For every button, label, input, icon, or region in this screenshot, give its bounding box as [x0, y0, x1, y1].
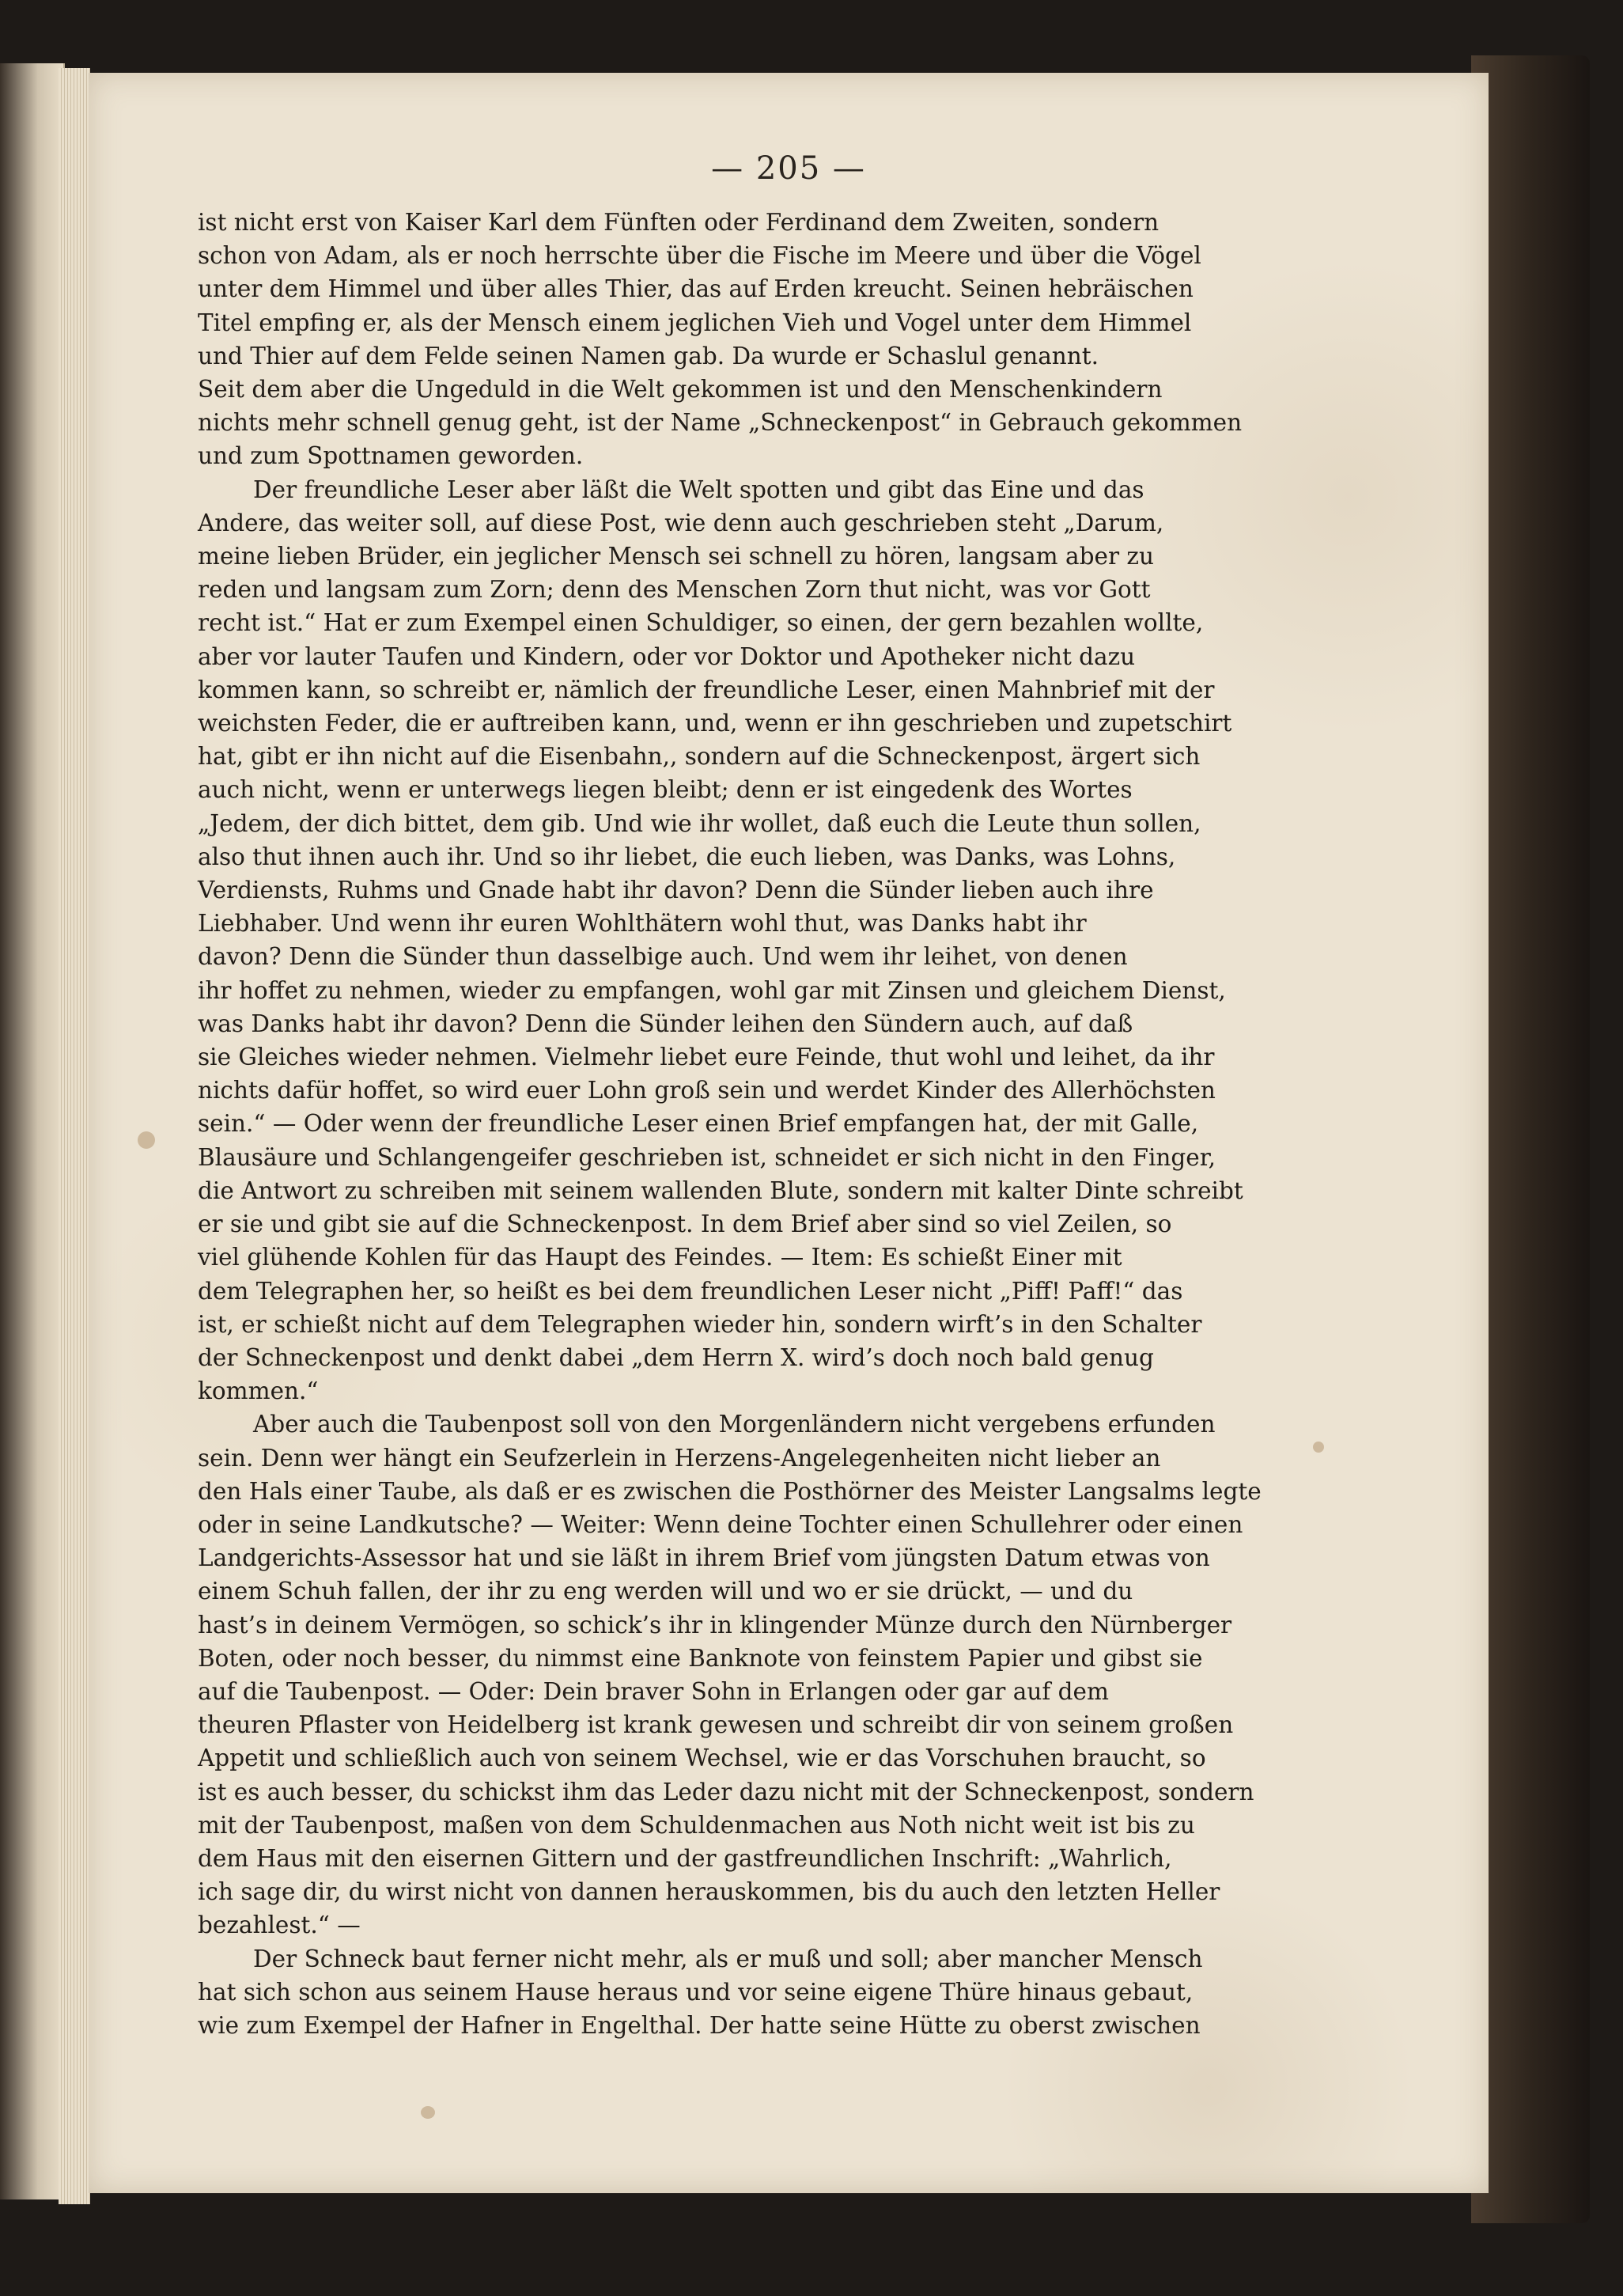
page-stack-edge [59, 68, 90, 2204]
book-left-edge [0, 63, 65, 2199]
paragraph: Der Schneck baut ferner nicht mehr, als er muß und soll; aber mancher Mensch hat sich schon aus seinem Hause heraus und vor seine eigene Thüre hinaus gebaut, wie zum Exempel der Hafner in Engelthal. Der hatte seine Hütte zu oberst zwischen [198, 1945, 1203, 2039]
page-number: — 205 — [711, 150, 866, 187]
paragraph: Aber auch die Taubenpost soll von den Morgenländern nicht vergebens erfunden sein. Denn wer hängt ein Seufzerlein in Herzens-Angelegenheiten nicht lieber an den Hals einer Taube, als daß er es zwischen die Posthörner des Meister Langsalms legte oder in seine Landkutsche? — Weiter: Wenn deine Tochter einen Schullehrer oder einen Landgerichts-Assessor hat und sie läßt in ihrem Brief vom jüngsten Datum etwas von einem Schuh fallen, der ihr zu eng werden will und wo er sie drückt, — und du hast’s in deinem Vermögen, so schick’s ihr in klingender Münze durch den Nürnberger Boten, oder noch besser, du nimmst eine Banknote von feinstem Papier und gibst sie auf die Taubenpost. — Oder: Dein braver Sohn in Erlangen oder gar auf dem theuren Pflaster von Heidelberg ist krank gewesen und schreibt dir von seinem großen Appetit und schließlich auch von seinem Wechsel, wie er das Vorschuhen braucht, so ist es auch besser, du schickst ihm das Leder dazu nicht mit der Schneckenpost, sondern mit der Taubenpost, maßen von dem Schuldenmachen aus Noth nicht weit ist bis zu dem Haus mit den eisernen Gittern und der gastfreundlichen Inschrift: „Wahrlich, ich sage dir, du wirst nicht von dannen herauskommen, bis du auch den letzten Heller bezahlest.“ — [198, 1411, 1262, 1939]
book-cover-right [1471, 55, 1590, 2223]
body-text [198, 206, 1409, 2042]
paragraph: Der freundliche Leser aber läßt die Welt spotten und gibt das Eine und das Andere, das weiter soll, auf diese Post, wie denn auch geschrieben steht „Darum, meine lieben Brüder, ein jeglicher Mensch sei schnell zu hören, langsam aber zu reden und langsam zum Zorn; denn des Menschen Zorn thut nicht, was vor Gott recht ist.“ Hat er zum Exempel einen Schuldiger, so einen, der gern bezahlen wollte, aber vor lauter Taufen und Kindern, oder vor Doktor und Apotheker nicht dazu kommen kann, so schreibt er, nämlich der freundliche Leser, einen Mahnbrief mit der weichsten Feder, die er auftreiben kann, und, wenn er ihn geschrieben und zupetschirt hat, gibt er ihn nicht auf die Eisenbahn,, sondern auf die Schneckenpost, ärgert sich auch nicht, wenn er unterwegs liegen bleibt; denn er ist eingedenk des Wortes „Jedem, der dich bittet, dem gib. Und wie ihr wollet, daß euch die Leute thun sollen, also thut ihnen auch ihr. Und so ihr liebet, die euch lieben, was Danks, was Lohns, Verdiensts, Ruhms und Gnade habt ihr davon? Denn die Sünder lieben auch ihre Liebhaber. Und wenn ihr euren Wohlthätern wohl thut, was Danks habt ihr davon? Denn die Sünder thun dasselbige auch. Und wem ihr leihet, von denen ihr hoffet zu nehmen, wieder zu empfangen, wohl gar mit Zinsen und gleichem Dienst, was Danks habt ihr davon? Denn die Sünder leihen den Sündern auch, auf daß sie Gleiches wieder nehmen. Vielmehr liebet eure Feinde, thut wohl und leihet, da ihr nichts dafür hoffet, so wird euer Lohn groß sein und werdet Kinder des Allerhöchsten sein.“ — Oder wenn der freundliche Leser einen Brief empfangen hat, der mit Galle, Blausäure und Schlangengeifer geschrieben ist, schneidet er sich nicht in den Finger, die Antwort zu schreiben mit seinem wallenden Blute, sondern mit kalter Dinte schreibt er sie und gibt sie auf die Schneckenpost. In dem Brief aber sind so viel Zeilen, so viel glühende Kohlen für das Haupt des Feindes. — Item: Es schießt Einer mit dem Telegraphen her, so heißt es bei dem freundlichen Leser nicht „Piff! Paff!“ das ist, er schießt nicht auf dem Telegraphen wieder hin, sondern wirft’s in den Schalter der Schneckenpost und denkt dabei „dem Herrn X. wird’s doch noch bald genug kommen.“ [198, 475, 1243, 1405]
foxing-spot [138, 1131, 155, 1149]
foxing-spot [421, 2106, 435, 2119]
paragraph: ist nicht erst von Kaiser Karl dem Fünften oder Ferdinand dem Zweiten, sondern schon von Adam, als er noch herrschte über die Fische im Meere und über die Vögel unter dem Himmel und über alles Thier, das auf Erden kreucht. Seinen hebräischen Titel empfing er, als der Mensch einem jeglichen Vieh und Vogel unter dem Himmel und Thier auf dem Felde seinen Namen gab. Da wurde er Schaslul genannt. Seit dem aber die Ungeduld in die Welt gekommen ist und den Menschenkindern nichts mehr schnell genug geht, ist der Name „Schneckenpost“ in Gebrauch gekommen und zum Spottnamen geworden. [198, 209, 1243, 470]
book-page [89, 73, 1489, 2193]
